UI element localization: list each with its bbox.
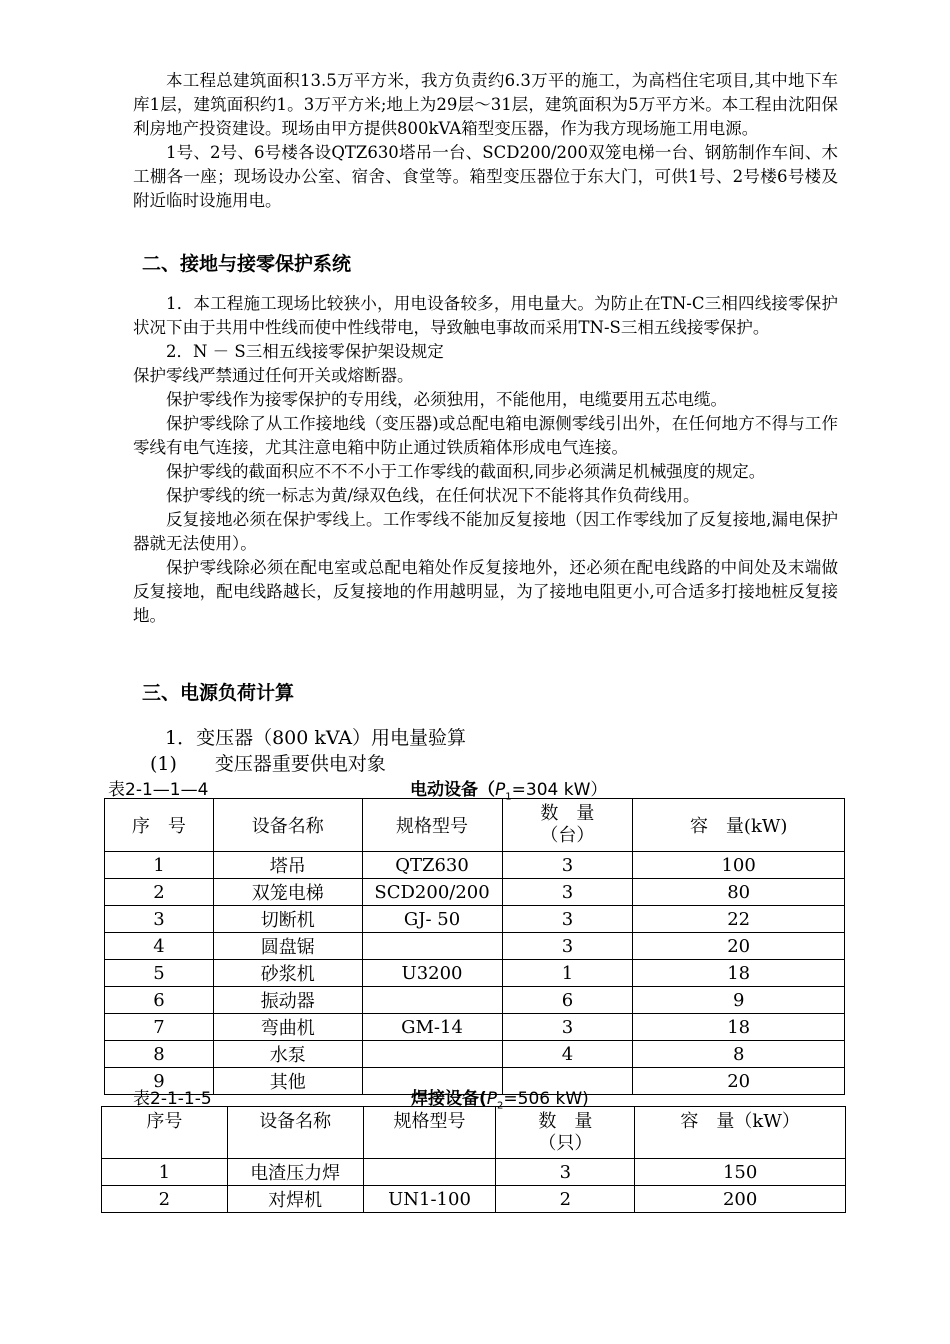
- section-2-paragraph-7: 保护零线的统一标志为黄/绿双色线，在任何状况下不能将其作负荷线用。: [166, 486, 700, 505]
- section-2-paragraph-2: 2．N － S三相五线接零保护架设规定: [166, 342, 444, 361]
- table-row: 5 砂浆机 U3200 1 18: [105, 960, 845, 987]
- table-2-title-var: P: [486, 1089, 498, 1109]
- table-row: 4 圆盘锯 3 20: [105, 933, 845, 960]
- section-2-paragraph-6: 保护零线的截面积应不不不小于工作零线的截面积,同步必须满足机械强度的规定。: [166, 462, 766, 481]
- table-row: 3 切断机 GJ- 50 3 22: [105, 906, 845, 933]
- section-2-paragraph-5: 保护零线除了从工作接地线（变压器)或总配电箱电源侧零线引出外，在任何地方不得与工作零线有电气连接，尤其注意电箱中防止通过铁质箱体形成电气连接。: [133, 414, 838, 457]
- header-cell: 容 量（kW）: [635, 1107, 846, 1159]
- table-1-label: 表2-1—1—4: [108, 780, 209, 800]
- header-cell: 规格型号: [362, 799, 502, 852]
- table-2-title-sub: 2: [497, 1100, 504, 1112]
- section-2-paragraph-1: 1．本工程施工现场比较狭小，用电设备较多，用电量大。为防止在TN-C三相四线接零保护状况下由于共用中性线而使中性线带电，导致触电事故而采用TN-S三相五线接零保护。: [133, 294, 838, 337]
- table-header-row: [102, 1107, 846, 1159]
- table-1-title-sub: 1: [505, 791, 512, 803]
- table-2-label: 表2-1-1-5: [133, 1089, 212, 1109]
- section-2-paragraph-8: 反复接地必须在保护零线上。工作零线不能加反复接地（因工作零线加了反复接地,漏电保护器就无法使用）。: [133, 510, 838, 553]
- table-electric-equipment: [104, 798, 845, 1095]
- section-2-paragraph-3: 保护零线严禁通过任何开关或熔断器。: [133, 366, 414, 385]
- header-cell: 序 号: [105, 799, 214, 852]
- intro-section: [133, 69, 838, 213]
- header-cell: 设备名称: [227, 1107, 363, 1159]
- intro-paragraph-2: 1号、2号、6号楼各设QTZ630塔吊一台、SCD200/200双笼电梯一台、钢筋制作车间、木工棚各一座；现场设办公室、宿舍、食堂等。箱型变压器位于东大门，可供1号、2号楼6号楼及附近临时设施用电。: [133, 143, 838, 210]
- header-cell: 设备名称: [213, 799, 362, 852]
- table-row: 1 塔吊 QTZ630 3 100: [105, 852, 845, 879]
- intro-paragraph-1: 本工程总建筑面积13.5万平方米，我方负责约6.3万平的施工，为高档住宅项目,其中地下车库1层，建筑面积约1。3万平方米;地上为29层～31层，建筑面积为5万平方米。本工程由沈阳保利房地产投资建设。现场由甲方提供800kVA箱型变压器，作为我方现场施工用电源。: [133, 71, 838, 138]
- subsection-supply-objects: (1) 变压器重要供电对象: [150, 753, 386, 775]
- table-row: 9 其他 20: [105, 1068, 845, 1095]
- header-cell: 规格型号: [363, 1107, 496, 1159]
- section-2-paragraph-9: 保护零线除必须在配电室或总配电箱处作反复接地外，还必须在配电线路的中间处及末端做反复接地，配电线路越长，反复接地的作用越明显，为了接地电阻更小,可合适多打接地桩反复接地。: [133, 558, 838, 625]
- table-2-title: 焊接设备($P_2=506$ kW): [411, 1089, 589, 1112]
- header-cell: 数 量 （只）: [496, 1107, 635, 1159]
- table-header-row: [105, 799, 845, 852]
- table-1-title: 电动设备（$P_1=304$ kW）: [410, 780, 608, 803]
- table-row: 2 双笼电梯 SCD200/200 3 80: [105, 879, 845, 906]
- section-2-paragraph-4: 保护零线作为接零保护的专用线，必须独用，不能他用，电缆要用五芯电缆。: [166, 390, 727, 409]
- table-row: 2 对焊机 UN1-100 2 200: [102, 1186, 846, 1213]
- table-row: 1 电渣压力焊 3 150: [102, 1159, 846, 1186]
- header-cell: 容 量(kW): [633, 799, 845, 852]
- header-cell: 序号: [102, 1107, 228, 1159]
- section-3-heading: 三、电源负荷计算: [142, 682, 295, 704]
- section-2-body: [133, 292, 838, 628]
- table-row: 8 水泵 4 8: [105, 1041, 845, 1068]
- section-2-heading: 二、接地与接零保护系统: [142, 253, 352, 275]
- subsection-transformer-check: 1．变压器（800 kVA）用电量验算: [165, 727, 467, 749]
- table-row: 6 振动器 6 9: [105, 987, 845, 1014]
- table-welding-equipment: [101, 1106, 846, 1213]
- table-1-title-var: P: [495, 780, 506, 800]
- header-cell: 数 量 （台）: [502, 799, 633, 852]
- table-row: 7 弯曲机 GM-14 3 18: [105, 1014, 845, 1041]
